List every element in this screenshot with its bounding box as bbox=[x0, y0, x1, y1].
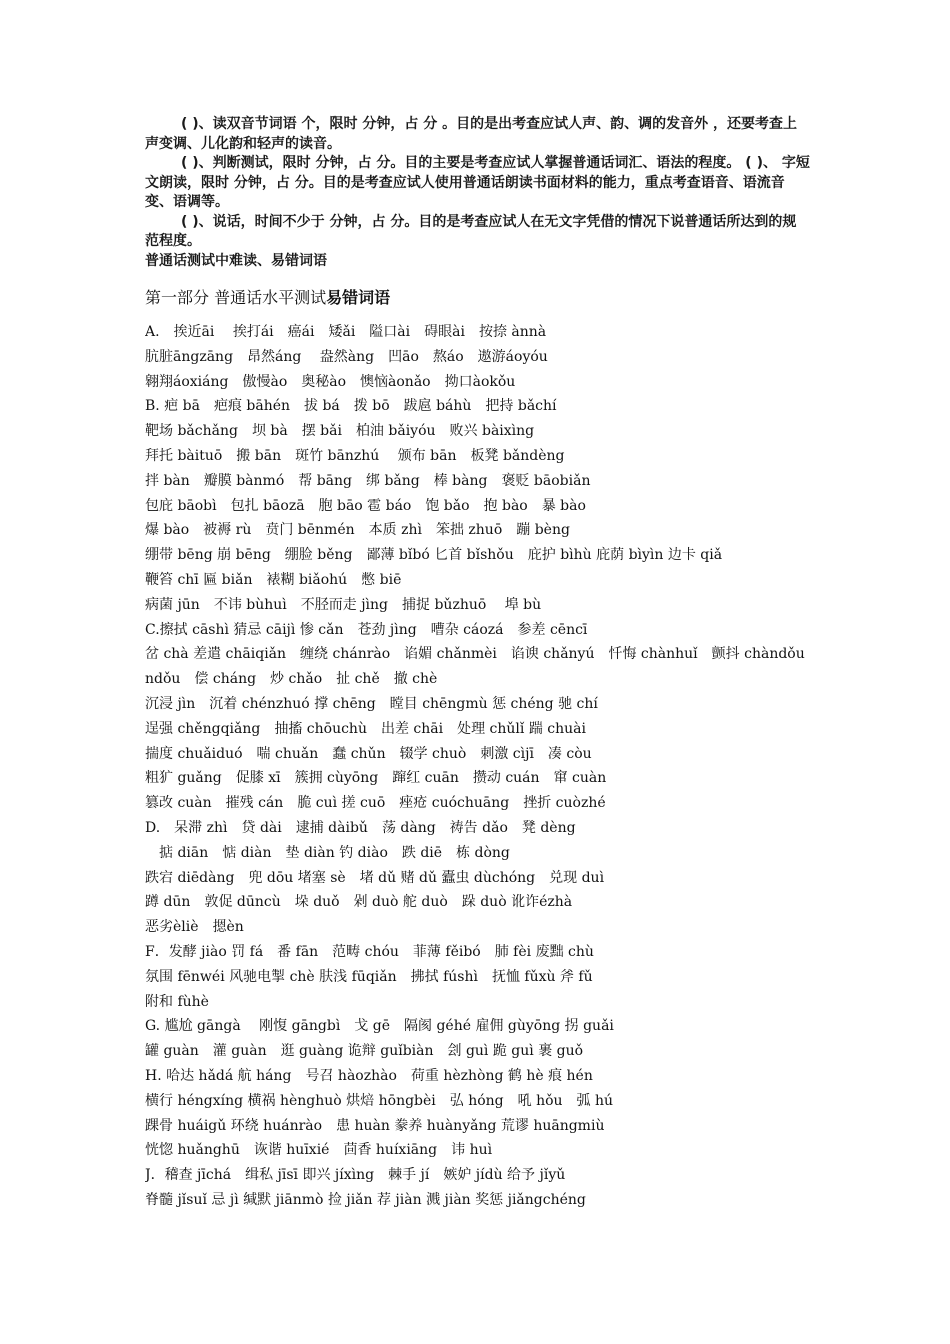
section-title-highlight: 易错词语 bbox=[326, 288, 391, 307]
word-list-line: 靶场 bǎchǎng 坝 bà 摆 bǎi 柏油 bǎiyóu 败兴 bàixìng bbox=[145, 423, 535, 440]
word-list-line: C.擦拭 cāshì 猜忌 cāijì 惨 cǎn 苍劲 jìng 嘈杂 cáozá 参差 cēncī bbox=[145, 621, 588, 638]
word-list-line: B. 疤 bā 疤痕 bāhén 拔 bá 拨 bō 跋扈 báhù 把持 bǎchí bbox=[145, 398, 557, 415]
word-list-line: 包庇 bāobì 包扎 bāozā 胞 bāo 雹 báo 饱 bǎo 抱 bào 暴 bào bbox=[145, 497, 586, 514]
word-list-line: 拜托 bàituō 搬 bān 斑竹 bānzhú 颁布 bān 板凳 bǎndèng bbox=[145, 447, 565, 464]
word-list-line: F．发酵 jiào 罚 fá 番 fān 范畴 chóu 菲薄 fěibó 肺 fèi 废黜 chù bbox=[145, 943, 594, 960]
word-list bbox=[145, 320, 815, 1213]
word-list-line: 沉浸 jìn 沉着 chénzhuó 撑 chēng 瞠目 chēngmù 惩 chéng 驰 chí bbox=[145, 695, 598, 712]
word-list-line: G. 尴尬 gāngà 刚愎 gāngbì 戈 gē 隔阂 géhé 雇佣 gùyōng 拐 guǎi bbox=[145, 1018, 614, 1035]
word-list-line: 鞭笞 chī 匾 biǎn 裱糊 biǎohú 憋 biē bbox=[145, 571, 402, 588]
word-list-line: 蹲 dūn 敦促 dūncù 垛 duǒ 剁 duò 舵 duò 跺 duò 讹诈ézhà bbox=[145, 894, 573, 911]
word-list-line: 附和 fùhè bbox=[145, 993, 209, 1010]
word-list-line: 恍惚 huǎnghū 诙谐 huīxié 茴香 huíxiāng 讳 huì bbox=[145, 1142, 493, 1159]
intro-heading: 普通话测试中难读、易错词语 bbox=[145, 252, 327, 269]
word-list-line: 揣度 chuǎiduó 喘 chuǎn 蠢 chǔn 辍学 chuò 刺激 cìjī 凑 còu bbox=[145, 745, 592, 762]
word-list-line: 翱翔áoxiáng 傲慢ào 奥秘ào 懊恼àonǎo 拗口àokǒu bbox=[145, 373, 516, 390]
word-list-line: 罐 guàn 灌 guàn 逛 guàng 诡辩 guǐbiàn 刽 guì 跪 guì 裹 guǒ bbox=[145, 1043, 584, 1060]
word-list-line: 岔 chà 差遣 chāiqiǎn 缠绕 chánrào 谄媚 chǎnmèi 谄谀 chǎnyú 忏悔 chànhuǐ 颤抖 chàndǒu bbox=[145, 646, 805, 663]
word-list-line: 逞强 chěngqiǎng 抽搐 chōuchù 出差 chāi 处理 chǔlǐ 踹 chuài bbox=[145, 720, 586, 737]
word-list-line: 粗犷 guǎng 促膝 xī 簇拥 cùyōng 蹿红 cuān 攒动 cuán 窜 cuàn bbox=[145, 770, 607, 787]
word-list-line: 横行 héngxíng 横祸 hènghuò 烘焙 hōngbèi 弘 hóng 吼 hǒu 弧 hú bbox=[145, 1092, 614, 1109]
word-list-line: 跌宕 diēdàng 兜 dōu 堵塞 sè 堵 dǔ 赌 dǔ 蠹虫 dùchóng 兑现 duì bbox=[145, 869, 605, 886]
intro-block bbox=[145, 115, 810, 271]
word-list-line: 氛围 fēnwéi 风驰电掣 chè 肤浅 fūqiǎn 拂拭 fúshì 抚恤 fǔxù 斧 fǔ bbox=[145, 968, 593, 985]
word-list-line: D. 呆滞 zhì 贷 dài 逮捕 dàibǔ 荡 dàng 祷告 dǎo 凳 dèng bbox=[145, 819, 576, 836]
section-title bbox=[145, 285, 390, 308]
word-list-line: 踝骨 huáigǔ 环绕 huánrào 患 huàn 豢养 huànyǎng 荒谬 huāngmiù bbox=[145, 1117, 605, 1134]
word-list-line: 脊髓 jǐsuǐ 忌 jì 缄默 jiānmò 捡 jiǎn 荐 jiàn 溅 jiàn 奖惩 jiǎngchéng bbox=[145, 1191, 586, 1208]
word-list-line: A. 挨近āi 挨打ái 癌ái 矮ǎi 隘口ài 碍眼ài 按捺 ànnà bbox=[145, 324, 547, 340]
word-list-line: 恶劣èliè 摁èn bbox=[145, 919, 244, 936]
word-list-line: H. 哈达 hǎdá 航 háng 号召 hàozhào 荷重 hèzhòng 鹤 hè 痕 hén bbox=[145, 1067, 593, 1084]
intro-paragraph-reading: ( )、读双音节词语 个，限时 分钟，占 分 。目的是出考查应试人声、韵、调的发音外 ，还要考查上声变调、儿化韵和轻声的读音。 bbox=[145, 116, 798, 152]
word-list-line: 爆 bào 被褥 rù 贲门 bēnmén 本质 zhì 笨拙 zhuō 蹦 bèng bbox=[145, 522, 570, 539]
word-list-line: ndǒu 偿 cháng 炒 chǎo 扯 chě 撤 chè bbox=[145, 671, 438, 688]
word-list-line: J．稽查 jīchá 缉私 jīsī 即兴 jíxìng 棘手 jí 嫉妒 jídù 给予 jǐyǔ bbox=[145, 1167, 566, 1184]
word-list-line: 绷带 bēng 崩 bēng 绷脸 běng 鄙薄 bǐbó 匕首 bǐshǒu 庇护 bìhù 庇荫 bìyìn 边卡 qiǎ bbox=[145, 547, 723, 564]
intro-paragraph-judgement: ( )、判断测试，限时 分钟，占 分。目的主要是考查应试人掌握普通话词汇、语法的程度。 ( )、 字短文朗读，限时 分钟，占 分。目的是考查应试人使用普通话朗读书面材料的能力，重点考查语音、语流音变、语调等。 bbox=[145, 155, 810, 210]
word-list-line: 掂 diān 惦 diàn 垫 diàn 钓 diào 跌 diē 栋 dòng bbox=[145, 844, 510, 861]
word-list-line: 病菌 jūn 不讳 bùhuì 不胫而走 jìng 捕捉 bǔzhuō 埠 bù bbox=[145, 596, 542, 613]
word-list-line: 拌 bàn 瓣膜 bànmó 帮 bāng 绑 bǎng 棒 bàng 褒贬 bāobiǎn bbox=[145, 472, 591, 489]
intro-paragraph-speaking: ( )、说话，时间不少于 分钟，占 分。目的是考查应试人在无文字凭借的情况下说普通话所达到的规范程度。 bbox=[145, 213, 797, 249]
section-title-main: 第一部分 普通话水平测试 bbox=[145, 288, 327, 307]
word-list-line: 肮脏āngzāng 昂然áng 盎然àng 凹āo 熬áo 遨游áoyóu bbox=[145, 348, 548, 365]
word-list-line: 篡改 cuàn 摧残 cán 脆 cuì 搓 cuō 痤疮 cuóchuāng 挫折 cuòzhé bbox=[145, 795, 606, 812]
